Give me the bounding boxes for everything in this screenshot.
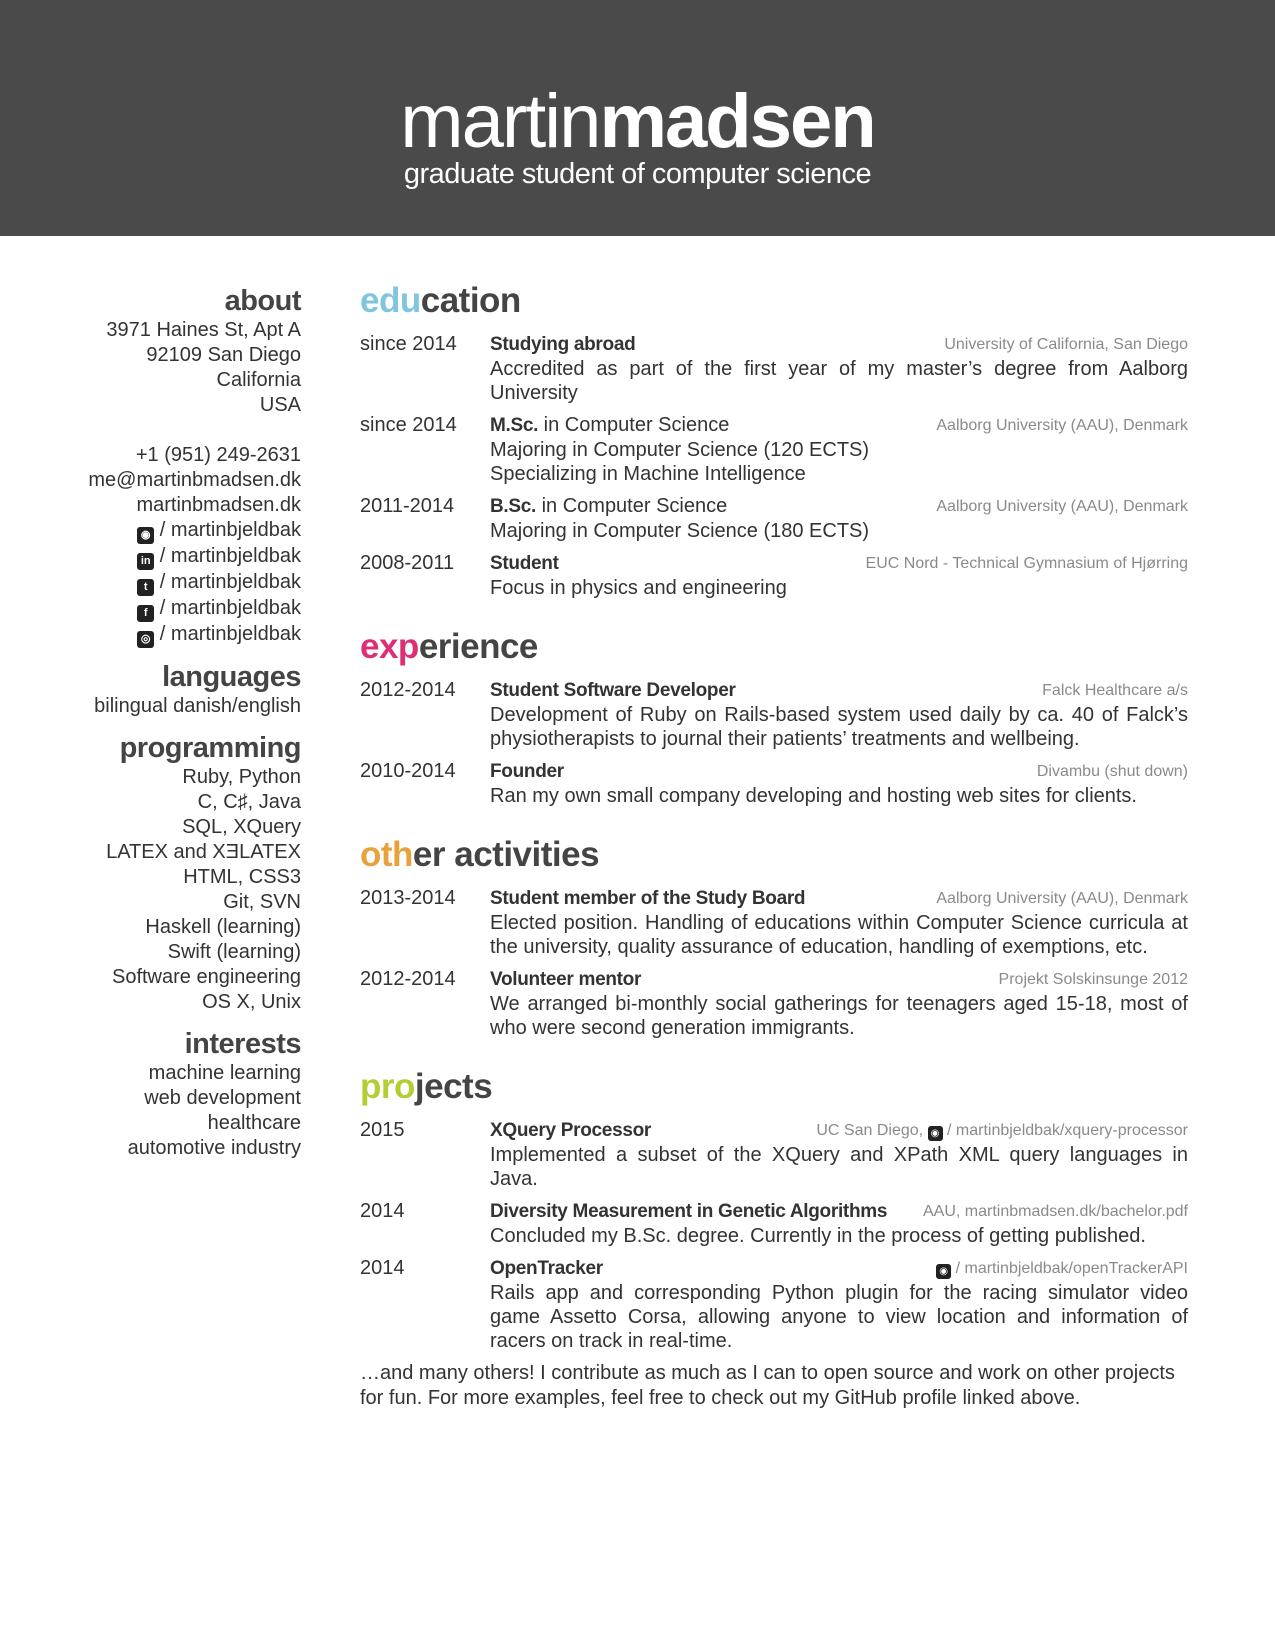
programming-item: Haskell (learning) (145, 916, 301, 938)
education-heading: education (360, 281, 521, 320)
interest-item: web development (144, 1087, 301, 1109)
entry-date: 2012-2014 (360, 679, 456, 701)
entry-header (490, 967, 1188, 992)
entry-institution (923, 1201, 1188, 1223)
programming-item: Git, SVN (223, 891, 301, 913)
entry-institution (944, 334, 1188, 356)
programming-item: SQL, XQuery (182, 816, 301, 838)
institution-text: AAU, martinbmadsen.dk/bachelor.pdf (922, 1203, 1188, 1220)
entry-date: 2013-2014 (360, 887, 456, 909)
address-line: California (216, 369, 301, 391)
separator: / (159, 519, 166, 541)
entry-description: Ran my own small company developing and hosting web sites for clients. (490, 785, 1137, 807)
linkedin-icon: in (137, 553, 154, 570)
closing-paragraph: …and many others! I contribute as much as I can to open source and work on other projects for fun. For more examples, feel free to check out my GitHub profile linked above. (360, 1362, 1175, 1409)
email-link[interactable]: me@martinbmadsen.dk (88, 469, 301, 491)
entry (360, 678, 1188, 751)
entry-header (490, 1256, 1188, 1281)
facebook-icon: f (137, 605, 154, 622)
entry-description: Elected position. Handling of educations within Computer Science curricula at the university, quality assurance of education, handling of exemptions, etc. (490, 912, 1188, 958)
entry (360, 759, 1188, 808)
entry-date: 2010-2014 (360, 760, 456, 782)
social-handle: martinbjeldbak (170, 597, 301, 619)
education-section (360, 280, 1188, 600)
header-banner (0, 0, 1275, 236)
phone[interactable]: +1 (951) 249-2631 (135, 444, 301, 466)
entry-title: Studying abroad (490, 334, 636, 355)
social-link[interactable] (21, 570, 301, 596)
entry-title: Founder (490, 761, 564, 782)
entry-title: Student (490, 553, 559, 574)
entry (360, 551, 1188, 600)
entry (360, 494, 1188, 543)
entry-title: Diversity Measurement in Genetic Algorithms (490, 1201, 888, 1222)
entry-title: Student member of the Study Board (490, 888, 806, 909)
experience-heading: experience (360, 627, 538, 666)
institution-text: Projekt Solskinsunge 2012 (998, 971, 1188, 988)
social-handle: martinbjeldbak (170, 545, 301, 567)
entry (360, 1256, 1188, 1353)
entry (360, 967, 1188, 1040)
separator: / (159, 623, 166, 645)
institution-text[interactable]: / martinbjeldbak/xquery-processor (947, 1122, 1188, 1139)
entry-description: Majoring in Computer Science (120 ECTS) (490, 439, 870, 461)
entry-date: 2014 (360, 1200, 405, 1222)
github-icon: ◉ (137, 527, 154, 544)
institution-text[interactable]: / martinbjeldbak/openTrackerAPI (955, 1260, 1188, 1277)
entry-institution (816, 1120, 1188, 1142)
institution-text: Aalborg University (AAU), Denmark (936, 498, 1188, 515)
entry-header (490, 759, 1188, 784)
entry-description: Accredited as part of the first year of my master’s degree from Aalborg University (490, 358, 1188, 404)
institution-text: Aalborg University (AAU), Denmark (936, 417, 1188, 434)
entry-institution (1042, 680, 1188, 702)
institution-text: Divambu (shut down) (1036, 763, 1188, 780)
instagram-icon: ◎ (137, 631, 154, 648)
entry-header (490, 678, 1188, 703)
social-handle: martinbjeldbak (170, 571, 301, 593)
programming-item: LATEX and XƎLATEX (106, 841, 301, 863)
institution-text: Aalborg University (AAU), Denmark (936, 890, 1188, 907)
social-handle: martinbjeldbak (170, 519, 301, 541)
entry-description: We arranged bi-monthly social gatherings for teenagers aged 15-18, most of who were second generation immigrants. (490, 993, 1188, 1039)
entry-date: since 2014 (360, 414, 457, 436)
interests-heading: interests (184, 1028, 301, 1060)
address-line: 92109 San Diego (146, 344, 301, 366)
entry-header (490, 1118, 1188, 1143)
entry-description: Specializing in Machine Intelligence (490, 463, 806, 485)
entry-date: 2008-2011 (360, 552, 455, 574)
entry-institution (936, 415, 1188, 437)
interest-item: healthcare (207, 1112, 301, 1134)
github-icon: ◉ (936, 1264, 951, 1279)
entry-institution (936, 1258, 1188, 1280)
twitter-icon: t (137, 579, 154, 596)
programming-item: OS X, Unix (202, 991, 301, 1013)
experience-section (360, 626, 1188, 808)
entry-description: Rails app and corresponding Python plugin for the racing simulator video game Assetto Corsa, allowing anyone to view location and information of racers on track in real-time. (490, 1282, 1188, 1352)
interest-item: machine learning (148, 1062, 301, 1084)
institution-text: University of California, San Diego (944, 336, 1188, 353)
entry-title: OpenTracker (490, 1258, 603, 1279)
subtitle: graduate student of computer science (403, 158, 872, 190)
social-link[interactable] (21, 596, 301, 622)
entry-title: Volunteer mentor (490, 969, 642, 990)
entry-institution (936, 888, 1188, 910)
institution-text: Falck Healthcare a/s (1042, 682, 1188, 699)
entry-description: Concluded my B.Sc. degree. Currently in the process of getting published. (490, 1225, 1146, 1247)
social-link[interactable] (21, 518, 301, 544)
separator: / (159, 597, 166, 619)
entry-title: B.Sc. (490, 496, 537, 517)
entry-header (490, 332, 1188, 357)
entry-header (490, 494, 1188, 519)
entry-title: Student Software Developer (490, 680, 736, 701)
github-icon: ◉ (928, 1126, 943, 1141)
entry-description: Majoring in Computer Science (180 ECTS) (490, 520, 870, 542)
entry-date: since 2014 (360, 333, 457, 355)
social-link[interactable] (21, 544, 301, 570)
main-content (360, 280, 1188, 1437)
programming-heading: programming (119, 732, 301, 764)
entry-description: Development of Ruby on Rails-based system used daily by ca. 40 of Falck’s physiotherapists to journal their patients’ treatments and wellbeing. (490, 704, 1188, 750)
address-line: 3971 Haines St, Apt A (106, 319, 301, 341)
projects-heading: projects (360, 1067, 493, 1106)
entry-subtitle: in Computer Science (538, 414, 730, 436)
other-activities-section (360, 834, 1188, 1040)
other-activities-heading: other activities (360, 835, 600, 874)
entry (360, 413, 1188, 486)
name-heading (0, 78, 1275, 166)
entry-institution (999, 969, 1188, 991)
entry-header (490, 413, 1188, 438)
entry-date: 2014 (360, 1257, 405, 1279)
programming-item: HTML, CSS3 (183, 866, 301, 888)
address-line: USA (259, 394, 301, 416)
entry-date: 2012-2014 (360, 968, 456, 990)
social-handle: martinbjeldbak (170, 623, 301, 645)
interest-item: automotive industry (127, 1137, 301, 1159)
institution-prefix: UC San Diego, (816, 1122, 924, 1139)
first-name: martin (400, 79, 600, 164)
entry-institution (866, 553, 1188, 575)
entry-description: Implemented a subset of the XQuery and XPath XML query languages in Java. (490, 1144, 1188, 1190)
entry-subtitle: in Computer Science (536, 495, 728, 517)
entry (360, 1118, 1188, 1191)
programming-item: C, C♯, Java (197, 791, 301, 813)
entry-institution (1037, 761, 1188, 783)
entry-date: 2015 (360, 1119, 405, 1141)
programming-item: Ruby, Python (182, 766, 301, 788)
programming-item: Swift (learning) (167, 941, 301, 963)
about-heading: about (224, 285, 301, 317)
entry (360, 886, 1188, 959)
institution-text: EUC Nord - Technical Gymnasium of Hjørring (865, 555, 1188, 572)
entry-header (490, 886, 1188, 911)
entry-date: 2011-2014 (360, 495, 455, 517)
entry (360, 1199, 1188, 1248)
programming-item: Software engineering (111, 966, 301, 988)
sidebar (21, 284, 301, 1161)
last-name: madsen (599, 79, 875, 164)
entry-header (490, 1199, 1188, 1224)
separator: / (159, 545, 166, 567)
entry-institution (936, 496, 1188, 518)
social-link[interactable] (21, 622, 301, 648)
separator: / (159, 571, 166, 593)
entry-title: M.Sc. (490, 415, 539, 436)
entry-description: Focus in physics and engineering (490, 577, 787, 599)
entry (360, 332, 1188, 405)
language-item: bilingual danish/english (94, 695, 301, 717)
languages-heading: languages (162, 661, 301, 693)
website-link[interactable]: martinbmadsen.dk (136, 494, 301, 516)
projects-section (360, 1066, 1188, 1411)
entry-title: XQuery Processor (490, 1120, 652, 1141)
entry-header (490, 551, 1188, 576)
